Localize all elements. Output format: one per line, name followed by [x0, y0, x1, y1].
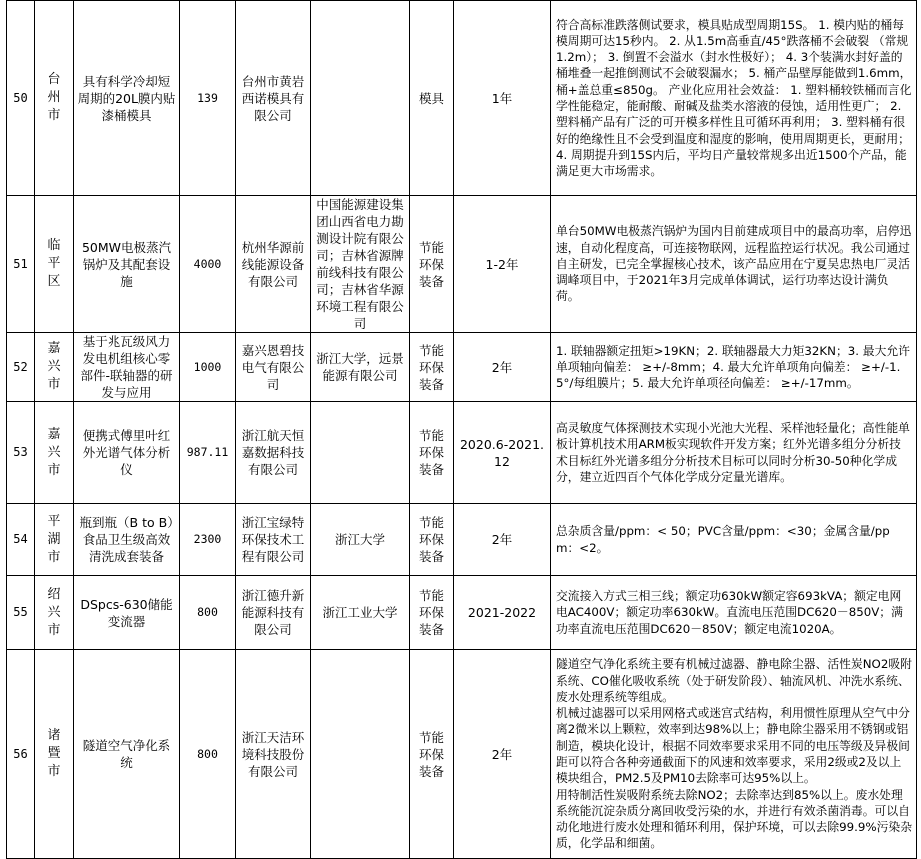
partner-name — [311, 650, 410, 859]
city-name: 绍兴市 — [47, 586, 61, 638]
category: 节能环保装备 — [410, 333, 454, 402]
investment-value: 987.11 — [180, 402, 236, 504]
category: 模具 — [410, 1, 454, 196]
investment-value: 139 — [180, 1, 236, 196]
detail-text — [551, 1, 917, 196]
partner-name: 中国能源建设集团山西省电力勘测设计院有限公司；吉林省源牌前线科技有限公司；吉林省华源环境工程有限公司 — [311, 196, 410, 333]
company-name: 杭州华源前线能源设备有限公司 — [236, 196, 311, 333]
company-name: 浙江德升新能源科技有限公司 — [236, 576, 311, 650]
project-table — [6, 0, 917, 859]
investment-value: 800 — [180, 576, 236, 650]
city-name: 嘉兴市 — [47, 426, 61, 478]
row-number: 52 — [7, 333, 35, 402]
detail-text — [551, 504, 917, 576]
investment-value: 4000 — [180, 196, 236, 333]
row-number: 56 — [7, 650, 35, 859]
city-name: 临平区 — [47, 238, 61, 289]
row-number: 51 — [7, 196, 35, 333]
city-cell — [35, 402, 74, 504]
company-name: 浙江航天恒嘉数据科技有限公司 — [236, 402, 311, 504]
detail-content: 符合高标准跌落侧试要求，模具贴成型周期15S。 1. 模内贴的桶每模周期可达15秒内。 2. 从1.5m高垂直/45°跌落桶不会破裂 （常规1.2m）； 3. 倒置不会溢水（封水性极好）； 4. 3个装满水封好盖的桶堆叠一起推倒测试不会破裂漏水； 5. 桶产品壁厚能做到1.6mm，桶+盖总重≤850g。 产业化应用社会效益： 1. 塑料桶较铁桶而言化学性能稳定，能耐酸、耐碱及盐类水溶液的侵蚀，适用性更广； 2. 塑料桶产品有广泛的可开模多样性且可循环再利用； 3. 塑料桶有很好的绝缘性且不会受到温度和湿度的影响，使用周期更长，更耐用； 4. 周期提升到15S内后，平均日产量较常规多出近1500个产品，能满足更大市场需求。 — [556, 17, 912, 179]
partner-name — [311, 402, 410, 504]
detail-text — [551, 333, 917, 402]
row-number: 55 — [7, 576, 35, 650]
detail-content: 高灵敏度气体探测技术实现小光池大光程、采样池轻量化；高性能单板计算机技术用ARM板实现软件开发方案；红外光谱多组分分析技术目标红外光谱多组分分析技术目标可以同时分析30-50种化学成分，建立近四百个气体化学成分定量光谱库。 — [556, 420, 910, 484]
table-row — [7, 576, 917, 650]
period: 1-2年 — [454, 196, 551, 333]
city-cell — [35, 504, 74, 576]
period: 2年 — [454, 333, 551, 402]
detail-content: 隧道空气净化系统主要有机械过滤器、静电除尘器、活性炭NO2吸附系统、CO催化吸收系统（处于研发阶段）、轴流风机、冲洗水系统、废水处理系统等组成。 机械过滤器可以采用网格式或迷宫式结构，利用惯性原理从空气中分离2微米以上颗粒，效率到达98%以上；静电除尘器采用不锈钢或铝制造，模块化设计，根据不同效率要求采用不同的电压等级及异极间距可以符合各种旁通截面下的风速和效率要求，采用2级或2及以上模块组合，PM2.5及PM10去除率可达95%以上。 用特制活性炭吸附系统去除NO2；去除率达到85%以上。废水处理系统能沉淀杂质分离回收受污染的水，并进行有效杀菌消毒。可以自动化地进行废水处理和循环利用，保护环境，可以去除99.9%污染杂质，化学品和细菌。 — [556, 657, 912, 851]
table-row — [7, 650, 917, 859]
city-cell — [35, 333, 74, 402]
detail-text — [551, 576, 917, 650]
category: 节能环保装备 — [410, 650, 454, 859]
project-name: DSpcs-630储能变流器 — [74, 576, 180, 650]
category: 节能环保装备 — [410, 576, 454, 650]
period: 1年 — [454, 1, 551, 196]
investment-value: 1000 — [180, 333, 236, 402]
city-name: 嘉兴市 — [47, 341, 61, 392]
project-name: 基于兆瓦级风力发电机组核心零部件-联轴器的研发与应用 — [74, 333, 180, 402]
period: 2021-2022 — [454, 576, 551, 650]
table-row — [7, 1, 917, 196]
investment-value: 800 — [180, 650, 236, 859]
table-row — [7, 196, 917, 333]
city-cell — [35, 576, 74, 650]
row-number: 50 — [7, 1, 35, 196]
table-row — [7, 504, 917, 576]
project-name: 瓶到瓶（B to B）食品卫生级高效清洗成套装备 — [74, 504, 180, 576]
city-cell — [35, 1, 74, 196]
category: 节能环保装备 — [410, 196, 454, 333]
partner-name: 浙江工业大学 — [311, 576, 410, 650]
detail-text — [551, 402, 917, 504]
project-name: 50MW电极蒸汽锅炉及其配套设施 — [74, 196, 180, 333]
category: 节能环保装备 — [410, 504, 454, 576]
detail-content: 单台50MW电极蒸汽锅炉为国内目前建成项目中的最高功率，启停迅速，自动化程度高，可连接物联网，远程监控运行状况。我公司通过自主研发，已完全掌握核心技术，该产品应用在宁夏吴忠热电厂灵活调峰项目中，于2021年3月完成单体调试，运行功率达设计满负荷。 — [556, 224, 912, 304]
city-cell — [35, 650, 74, 859]
city-name: 平湖市 — [47, 513, 61, 565]
company-name: 嘉兴恩碧技电气有限公司 — [236, 333, 311, 402]
detail-content: 交流接入方式三相三线；额定功630kW额定容693kVA；额定电网电AC400V；额定功率630kW。直流电压范围DC620－850V；满功率直流电压范围DC620－850V；额定电流1020A。 — [556, 589, 903, 636]
category: 节能环保装备 — [410, 402, 454, 504]
project-name: 便携式傅里叶红外光谱气体分析仪 — [74, 402, 180, 504]
detail-text — [551, 650, 917, 859]
company-name: 浙江宝绿特环保技术工程有限公司 — [236, 504, 311, 576]
detail-text — [551, 196, 917, 333]
investment-value: 2300 — [180, 504, 236, 576]
company-name: 浙江天洁环境科技股份有限公司 — [236, 650, 311, 859]
project-name: 隧道空气净化系统 — [74, 650, 180, 859]
city-cell — [35, 196, 74, 333]
partner-name: 浙江大学 — [311, 504, 410, 576]
project-name: 具有科学冷却短周期的20L膜内贴漆桶模具 — [74, 1, 180, 196]
table-row — [7, 333, 917, 402]
detail-content: 1. 联轴器额定扭矩>19KN；2. 联轴器最大力矩32KN；3. 最大允许单项轴向偏差： ≥+/-8mm；4. 最大允许单项角向偏差： ≥+/-1.5°/每组膜片；5. 最大允许单项径向偏差： ≥+/-17mm。 — [556, 343, 910, 391]
period: 2年 — [454, 504, 551, 576]
company-name: 台州市黄岩西诺模具有限公司 — [236, 1, 311, 196]
period: 2020.6-2021.12 — [454, 402, 551, 504]
table-row — [7, 402, 917, 504]
row-number: 53 — [7, 402, 35, 504]
detail-content: 总杂质含量/ppm：< 50；PVC含量/ppm：<30；金属含量/ppm：<2。 — [556, 524, 890, 555]
city-name: 台州市 — [47, 72, 61, 123]
partner-name: 浙江大学，远景能源有限公司 — [311, 333, 410, 402]
partner-name — [311, 1, 410, 196]
period: 2年 — [454, 650, 551, 859]
city-name: 诸暨市 — [47, 728, 61, 779]
row-number: 54 — [7, 504, 35, 576]
